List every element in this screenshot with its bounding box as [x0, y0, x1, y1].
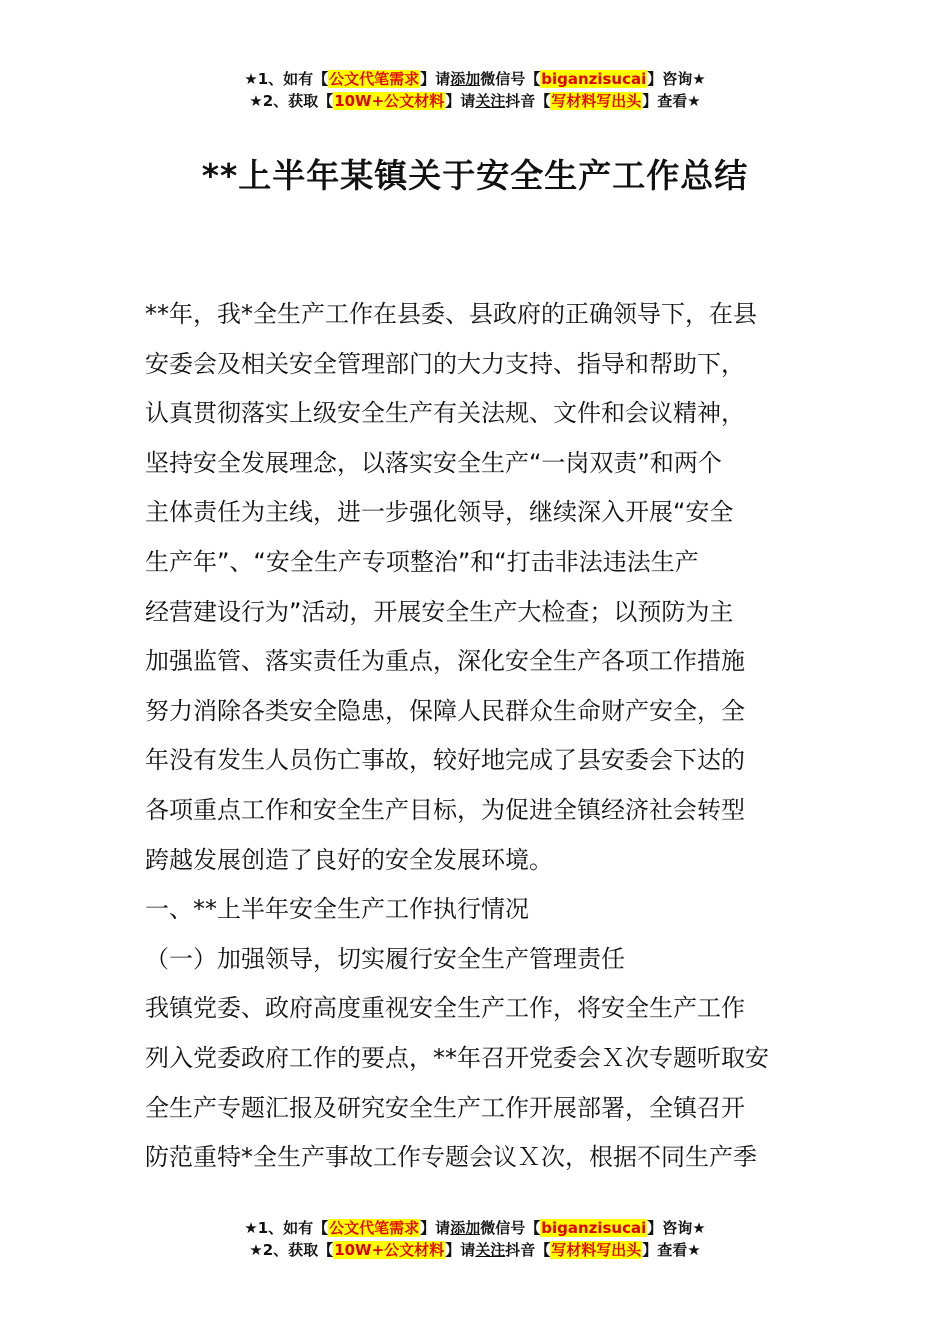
body-line: 列入党委政府工作的要点，**年召开党委会Ｘ次专题听取安	[145, 1043, 769, 1072]
footer-banner	[0, 1217, 950, 1261]
body-line: 全生产专题汇报及研究安全生产工作开展部署，全镇召开	[145, 1093, 745, 1122]
body-line: 加强监管、落实责任为重点，深化安全生产各项工作措施	[145, 647, 745, 676]
section-heading: 一、**上半年安全生产工作执行情况	[145, 895, 529, 924]
body-line: 经营建设行为”活动，开展安全生产大检查；以预防为主	[145, 597, 734, 626]
highlight-wechat-id: biganzisucai	[541, 70, 647, 88]
banner-line-2: ★2、获取【10W+公文材料】请关注抖音【写材料写出头】查看★	[249, 1241, 701, 1259]
highlight-ghostwriting: 公文代笔需求	[329, 70, 420, 88]
body-line: 生产年”、“安全生产专项整治”和“打击非法违法生产	[145, 547, 699, 576]
header-banner	[0, 68, 950, 112]
highlight-wechat-id: biganzisucai	[541, 1219, 647, 1237]
highlight-douyin-account: 写材料写出头	[551, 92, 642, 110]
document-title: **上半年某镇关于安全生产工作总结	[201, 156, 749, 195]
highlight-ghostwriting: 公文代笔需求	[329, 1219, 420, 1237]
document-body	[145, 290, 807, 1183]
body-line: 年没有发生人员伤亡事故，较好地完成了县安委会下达的	[145, 746, 745, 775]
body-line: 坚持安全发展理念，以落实安全生产“一岗双责”和两个	[145, 448, 722, 477]
banner-line-1: ★1、如有【公文代笔需求】请添加微信号【biganzisucai】咨询★	[244, 1219, 706, 1237]
body-line: 各项重点工作和安全生产目标，为促进全镇经济社会转型	[145, 795, 745, 824]
body-line: 努力消除各类安全隐患，保障人民群众生命财产安全，全	[145, 696, 745, 725]
banner-line-1: ★1、如有【公文代笔需求】请添加微信号【biganzisucai】咨询★	[244, 70, 706, 88]
highlight-materials: 10W+公文材料	[334, 1241, 445, 1259]
subsection-heading: （一）加强领导，切实履行安全生产管理责任	[145, 944, 625, 973]
body-line: 主体责任为主线，进一步强化领导，继续深入开展“安全	[145, 498, 734, 527]
highlight-materials: 10W+公文材料	[334, 92, 445, 110]
banner-line-2: ★2、获取【10W+公文材料】请关注抖音【写材料写出头】查看★	[249, 92, 701, 110]
body-line: 认真贯彻落实上级安全生产有关法规、文件和会议精神，	[145, 399, 745, 428]
highlight-douyin-account: 写材料写出头	[551, 1241, 642, 1259]
body-line: **年，我*全生产工作在县委、县政府的正确领导下，在县	[145, 300, 757, 328]
body-line: 跨越发展创造了良好的安全发展环境。	[145, 845, 553, 874]
body-line: 安委会及相关安全管理部门的大力支持、指导和帮助下，	[145, 349, 745, 378]
body-line: 我镇党委、政府高度重视安全生产工作，将安全生产工作	[145, 994, 745, 1023]
body-line: 防范重特*全生产事故工作专题会议Ｘ次，根据不同生产季	[145, 1143, 757, 1172]
